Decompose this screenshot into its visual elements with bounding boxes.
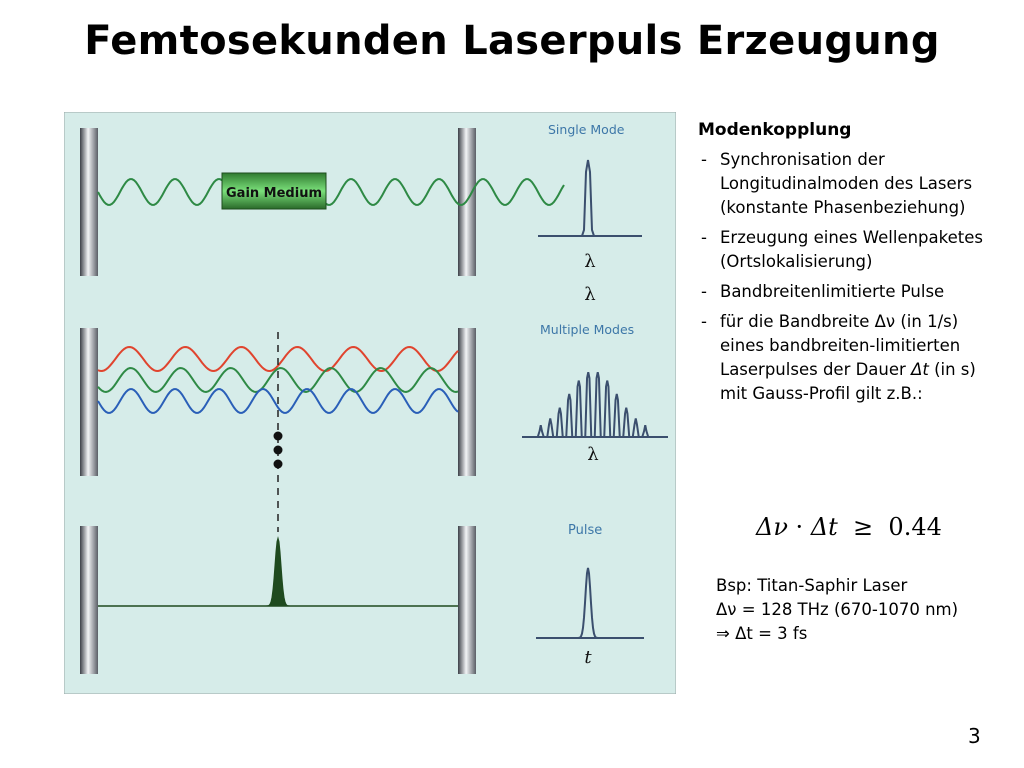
example-block	[716, 574, 958, 646]
formula-dot: ·	[787, 513, 811, 541]
bullet-dash: -	[701, 228, 707, 247]
formula-delta-t: Δt	[810, 513, 838, 541]
bullet-text: Synchronisation der Longitudinalmoden des Lasers (konstante Phasenbeziehung)	[720, 150, 973, 217]
ellipsis-dot	[274, 446, 283, 455]
example-line: Bsp: Titan-Saphir Laser	[716, 576, 908, 595]
ellipsis-dot	[274, 432, 283, 441]
delta-nu-symbol: Δν	[874, 312, 896, 331]
delta-t-symbol: Δt	[911, 360, 929, 379]
left-mirror-single	[80, 128, 98, 276]
bandwidth-formula	[756, 513, 942, 541]
ellipsis-dot	[274, 460, 283, 469]
bullet-item	[698, 226, 998, 274]
example-line: Δν = 128 THz (670-1070 nm)	[716, 600, 959, 619]
formula-relation: ≥	[837, 513, 889, 541]
slide-title: Femtosekunden Laserpuls Erzeugung	[84, 18, 940, 64]
bullet-item	[698, 148, 998, 220]
bullet-text-part: (in 1/s) eines bandbreiten-limitierten Laserpulses der Dauer	[720, 312, 961, 379]
lambda-symbol-single: λ	[584, 251, 596, 272]
lambda-symbol-middle: λ	[584, 284, 596, 305]
time-symbol: t	[584, 647, 592, 668]
section-heading: Modenkopplung	[698, 120, 852, 140]
bullet-dash: -	[701, 282, 707, 301]
single-mode-label: Single Mode	[548, 122, 625, 137]
mode-locking-diagram	[64, 112, 676, 694]
explanation-panel	[698, 118, 998, 412]
bullet-text-part: für die Bandbreite	[720, 312, 875, 331]
multiple-modes-label: Multiple Modes	[540, 322, 635, 337]
lambda-symbol-multi: λ	[587, 444, 599, 465]
left-mirror-pulse	[80, 526, 98, 674]
bullet-text-part: (in s) mit Gauss-Profil gilt z.B.:	[720, 360, 976, 403]
right-mirror-pulse	[458, 526, 476, 674]
bullet-item	[698, 280, 998, 304]
right-mirror-multi	[458, 328, 476, 476]
mode-locking-figure	[64, 112, 676, 694]
bullet-item	[698, 310, 998, 406]
example-line: ⇒ Δt = 3 fs	[716, 624, 808, 643]
formula-delta-nu: Δν	[756, 513, 788, 541]
gain-medium-label: Gain Medium	[226, 186, 322, 201]
bullet-dash: -	[701, 150, 707, 169]
formula-value: 0.44	[888, 513, 942, 541]
pulse-label: Pulse	[568, 523, 603, 538]
bullet-text: Bandbreitenlimitierte Pulse	[720, 282, 945, 301]
bullet-text: Erzeugung eines Wellenpaketes (Ortslokalisierung)	[720, 228, 983, 271]
page-number: 3	[968, 724, 981, 748]
left-mirror-multi	[80, 328, 98, 476]
bullet-dash: -	[701, 312, 707, 331]
